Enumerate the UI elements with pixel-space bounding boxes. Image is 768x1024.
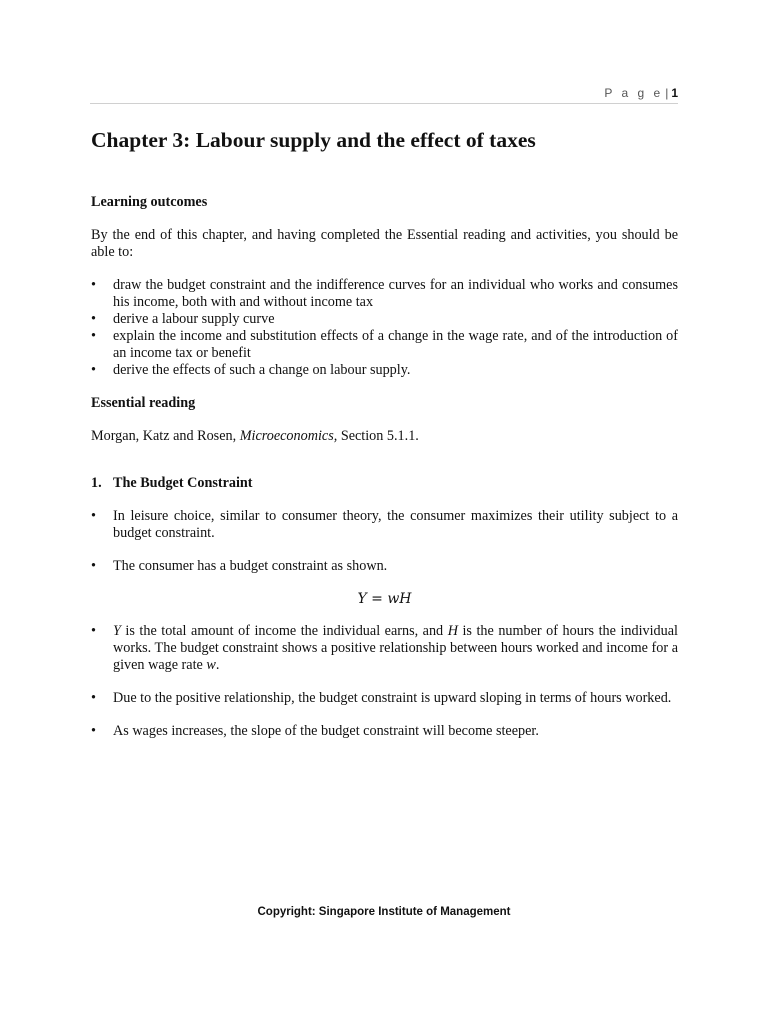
list-item [91, 623, 678, 674]
chapter-title: Chapter 3: Labour supply and the effect of taxes [91, 128, 536, 152]
reference-section: Section 5.1.1. [337, 428, 419, 444]
section-title: The Budget Constraint [113, 475, 253, 491]
reference-book-title: Microeconomics, [239, 428, 338, 444]
list-item-text: is the number of hours the individual works. The budget constraint shows a positive relationship between hours worked and income for a given wage rate [113, 623, 678, 673]
budget-equation: Y = wH [357, 591, 412, 607]
page-content [91, 126, 678, 740]
learning-outcomes-heading: Learning outcomes [91, 194, 208, 210]
page-label: P a g e [604, 86, 664, 100]
list-item: • Due to the positive relationship, the budget constraint is upward sloping in terms of hours worked. [91, 690, 678, 707]
var-h: H [447, 623, 458, 639]
section-number: 1. [91, 475, 102, 491]
section-heading [91, 475, 678, 492]
list-item: • draw the budget constraint and the indifference curves for an individual who works and consumes his income, both with and without income tax [91, 277, 678, 311]
list-item: • derive a labour supply curve [91, 311, 678, 328]
header-rule [90, 103, 678, 104]
budget-constraint-list [91, 508, 678, 575]
list-item: • In leisure choice, similar to consumer theory, the consumer maximizes their utility subject to a budget constraint. [91, 508, 678, 542]
learning-outcomes-list [91, 277, 678, 379]
copyright-footer: Copyright: Singapore Institute of Management [257, 906, 511, 918]
page-header: P a g e | 1 [604, 86, 678, 100]
reference-authors: Morgan, Katz and Rosen, [91, 428, 240, 444]
list-item-text: is the total amount of income the individual earns, and [120, 623, 448, 639]
list-item: • derive the effects of such a change on labour supply. [91, 362, 678, 379]
essential-reading-reference [91, 428, 678, 445]
learning-outcomes-intro: By the end of this chapter, and having completed the Essential reading and activities, you should be able to: [91, 227, 678, 260]
var-w: w [206, 657, 216, 673]
page-number: 1 [671, 86, 678, 100]
list-item: • As wages increases, the slope of the budget constraint will become steeper. [91, 723, 678, 740]
var-y: Y [113, 623, 121, 639]
list-item: • The consumer has a budget constraint as shown. [91, 558, 678, 575]
essential-reading-heading: Essential reading [91, 395, 196, 411]
budget-constraint-list-2 [91, 623, 678, 740]
list-item: • explain the income and substitution effects of a change in the wage rate, and of the introduction of an income tax or benefit [91, 328, 678, 362]
list-item-text: . [215, 657, 220, 673]
